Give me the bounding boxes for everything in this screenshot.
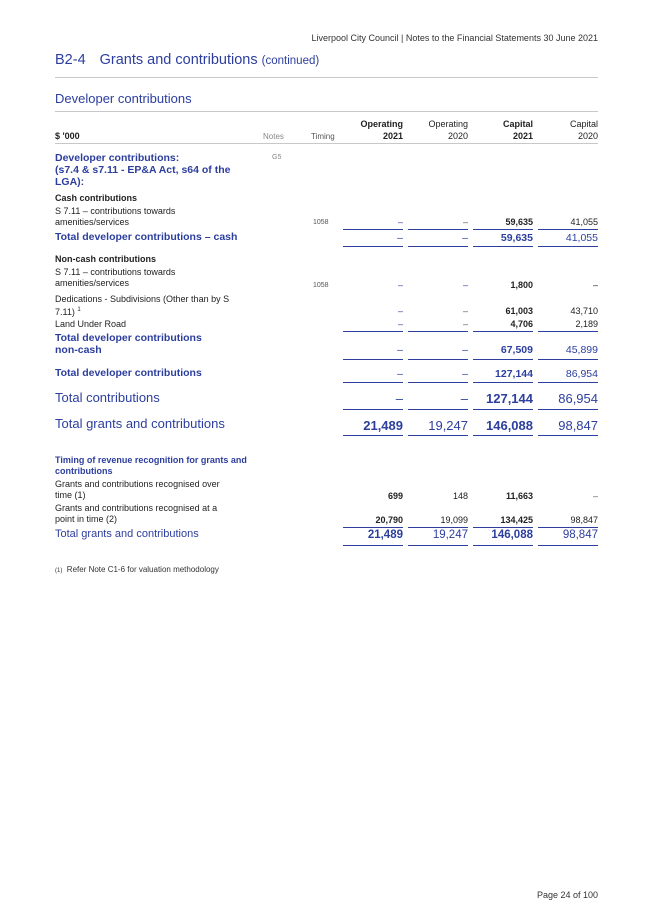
developer-heading: Developer contributions: (s7.4 & s7.11 - EP&A Act, s64 of the LGA): <box>55 152 231 188</box>
timing-row2-rule-3 <box>473 527 533 528</box>
cash-total-rule-4 <box>538 246 598 247</box>
total-contributions-rule-3 <box>473 409 533 410</box>
timing-heading: Timing of revenue recognition for grants and contributions <box>55 455 247 476</box>
total-contributions-rule-4 <box>538 409 598 410</box>
timing-row2-v4: 98,847 <box>570 515 598 525</box>
col2-header-year: 2020 <box>447 131 468 141</box>
noncash-row1-v2: – <box>462 280 468 290</box>
col1-header-year: 2021 <box>382 131 403 141</box>
total-grants-label: Total grants and contributions <box>55 416 225 431</box>
timing-row2-label: Grants and contributions recognised at a point in time (2) <box>55 503 218 524</box>
noncash-total-v3: 67,509 <box>500 344 533 356</box>
timing-row1-v1: 699 <box>387 491 403 501</box>
cash-row-label: S 7.11 – contributions towards amenities/services <box>55 206 176 227</box>
noncash-row3-rule-4 <box>538 331 598 332</box>
total-contributions-v2: – <box>460 391 468 406</box>
section-title-text: Grants and contributions <box>99 52 258 68</box>
noncash-total-v1: – <box>397 344 403 356</box>
dev-total-rule-3 <box>473 382 533 383</box>
timing-total-rule-2 <box>408 545 468 546</box>
page-number: Page 24 of 100 <box>536 890 598 900</box>
section-code: B2-4 <box>55 52 86 68</box>
section-suffix: (continued) <box>261 55 320 67</box>
total-grants-rule-1 <box>343 435 403 436</box>
timing-header: Timing <box>311 132 335 141</box>
noncash-total-rule-2 <box>408 359 468 360</box>
noncash-total-v2: – <box>462 344 468 356</box>
timing-row2-rule-1 <box>343 527 403 528</box>
timing-total-rule-1 <box>343 545 403 546</box>
header-rule <box>55 143 598 144</box>
cash-total-v2: – <box>462 232 468 244</box>
timing-total-v4: 98,847 <box>562 529 598 541</box>
total-contributions-rule-1 <box>343 409 403 410</box>
noncash-row2-v1: – <box>397 306 403 316</box>
total-grants-v3: 146,088 <box>486 418 533 433</box>
noncash-total-v4: 45,899 <box>565 344 598 356</box>
col1-header-top: Operating <box>360 119 403 129</box>
noncash-total-rule-4 <box>538 359 598 360</box>
cash-total-rule-3 <box>473 246 533 247</box>
noncash-total-rule-1 <box>343 359 403 360</box>
total-grants-v1: 21,489 <box>363 418 403 433</box>
cash-total-rule-1 <box>343 246 403 247</box>
noncash-row2-v2: – <box>462 306 468 316</box>
noncash-row3-rule-2 <box>408 331 468 332</box>
col2-header-top: Operating <box>428 119 468 129</box>
dev-total-rule-2 <box>408 382 468 383</box>
timing-total-v1: 21,489 <box>367 529 403 541</box>
dev-total-v4: 86,954 <box>565 368 598 380</box>
noncash-row1-v4: – <box>592 280 598 290</box>
timing-row1-v4: – <box>592 491 598 501</box>
cash-total-v3: 59,635 <box>500 232 533 244</box>
col3-header-top: Capital <box>502 119 533 129</box>
dev-total-label: Total developer contributions <box>55 367 202 379</box>
total-contributions-v1: – <box>395 391 403 406</box>
cash-row-rule-3 <box>473 229 533 230</box>
dev-total-v1: – <box>397 368 403 380</box>
footnote: (1) Refer Note C1-6 for valuation methodology <box>55 565 219 574</box>
noncash-heading: Non-cash contributions <box>55 254 156 264</box>
noncash-row1-label: S 7.11 – contributions towards amenities/services <box>55 267 176 288</box>
timing-total-rule-3 <box>473 545 533 546</box>
noncash-row1-v3: 1,800 <box>510 280 533 290</box>
noncash-row3-rule-3 <box>473 331 533 332</box>
timing-row1-v3: 11,663 <box>505 491 533 501</box>
noncash-row2-v3: 61,003 <box>505 306 533 316</box>
timing-row2-rule-4 <box>538 527 598 528</box>
running-header: Liverpool City Council | Notes to the Financial Statements 30 June 2021 <box>311 33 598 43</box>
noncash-row3-label: Land Under Road <box>55 319 127 329</box>
dev-total-v2: – <box>462 368 468 380</box>
subsection-rule <box>55 111 598 112</box>
cash-row-rule-4 <box>538 229 598 230</box>
timing-total-v3: 146,088 <box>491 529 533 541</box>
cash-total-rule-2 <box>408 246 468 247</box>
timing-row2-v3: 134,425 <box>500 515 533 525</box>
noncash-row3-v1: – <box>397 319 403 329</box>
timing-row2-rule-2 <box>408 527 468 528</box>
noncash-row1-v1: – <box>397 280 403 290</box>
total-grants-v4: 98,847 <box>558 418 598 433</box>
col4-header-year: 2020 <box>577 131 598 141</box>
noncash-row3-v4: 2,189 <box>575 319 598 329</box>
timing-row2-v1: 20,790 <box>375 515 403 525</box>
cash-row-rule-1 <box>343 229 403 230</box>
developer-note-ref: G5 <box>272 154 282 161</box>
timing-row1-v2: 148 <box>452 491 468 501</box>
cash-heading: Cash contributions <box>55 193 138 203</box>
timing-row2-v2: 19,099 <box>440 515 468 525</box>
dev-total-rule-1 <box>343 382 403 383</box>
noncash-row2-label: Dedications - Subdivisions (Other than by S 7.11) $^1$ <box>55 294 230 317</box>
notes-header: Notes <box>263 132 284 141</box>
noncash-total-label: Total developer contributions non-cash <box>55 332 202 356</box>
total-grants-rule-3 <box>473 435 533 436</box>
timing-total-rule-4 <box>538 545 598 546</box>
noncash-total-rule-3 <box>473 359 533 360</box>
timing-row1-label: Grants and contributions recognised over time (1) <box>55 479 220 500</box>
cash-row-v4: 41,055 <box>570 217 598 227</box>
section-title <box>55 52 319 68</box>
cash-row-rule-2 <box>408 229 468 230</box>
cash-row-v3: 59,635 <box>505 217 533 227</box>
total-grants-rule-4 <box>538 435 598 436</box>
cash-row-v1: – <box>397 217 403 227</box>
noncash-row2-v4: 43,710 <box>570 306 598 316</box>
total-contributions-rule-2 <box>408 409 468 410</box>
total-contributions-label: Total contributions <box>55 390 160 405</box>
total-grants-rule-2 <box>408 435 468 436</box>
dev-total-rule-4 <box>538 382 598 383</box>
noncash-row3-rule-1 <box>343 331 403 332</box>
cash-total-v4: 41,055 <box>565 232 598 244</box>
timing-total-v2: 19,247 <box>432 529 468 541</box>
cash-total-label: Total developer contributions – cash <box>55 231 238 243</box>
cash-row-v2: – <box>462 217 468 227</box>
dev-total-v3: 127,144 <box>495 368 533 380</box>
subsection-title: Developer contributions <box>55 91 192 106</box>
cash-row-timing: 1058 <box>313 219 329 226</box>
section-rule <box>55 77 598 78</box>
total-contributions-v4: 86,954 <box>558 391 598 406</box>
unit-header: $ '000 <box>55 131 80 141</box>
timing-total-label: Total grants and contributions <box>55 528 199 540</box>
total-contributions-v3: 127,144 <box>486 391 533 406</box>
noncash-row3-v2: – <box>462 319 468 329</box>
noncash-row3-v3: 4,706 <box>510 319 533 329</box>
col3-header-year: 2021 <box>512 131 533 141</box>
noncash-row1-timing: 1058 <box>313 282 329 289</box>
cash-total-v1: – <box>397 232 403 244</box>
total-grants-v2: 19,247 <box>428 418 468 433</box>
col4-header-top: Capital <box>569 119 598 129</box>
